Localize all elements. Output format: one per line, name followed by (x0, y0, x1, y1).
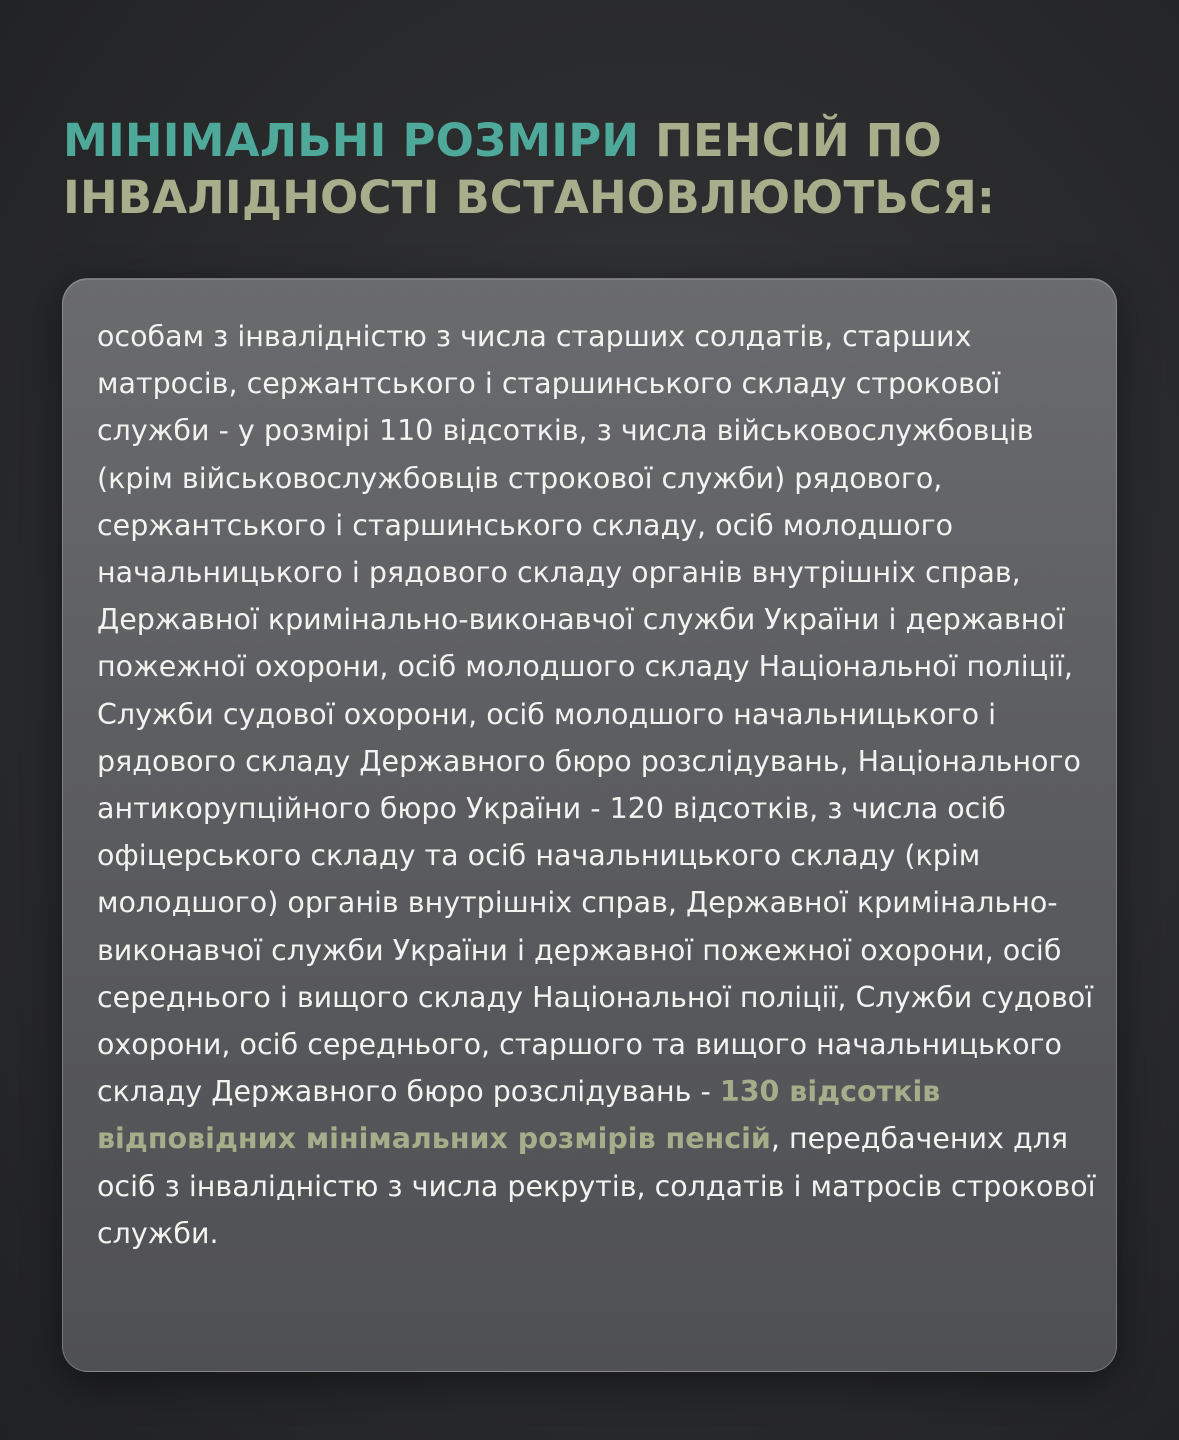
title-rest: ПЕНСІЙ ПО ІНВАЛІДНОСТІ ВСТАНОВЛЮЮТЬСЯ: (63, 114, 996, 224)
card-text-highlight: 130 відсотків відповідних мінімальних розмірів пенсій (97, 1075, 941, 1156)
title-accent: МІНІМАЛЬНІ РОЗМІРИ (63, 114, 640, 167)
card-text-tail: , передбачених для осіб з інвалідністю з числа рекрутів, солдатів і матросів строкової служби. (97, 1122, 1096, 1250)
page-title (63, 112, 1123, 226)
info-card (62, 278, 1117, 1372)
card-text (97, 313, 1096, 1257)
card-text-main: особам з інвалідністю з числа старших солдатів, старших матросів, сержантського і старшинського складу строкової служби - у розмірі 110 відсотків, з числа військовослужбовців (крім військовослужбовців строкової служби) рядового, сержантського і старшинського складу, осіб молодшого начальницького і рядового складу органів внутрішніх справ, Державної кримінально-виконавчої служби України і державної пожежної охорони, осіб молодшого складу Національної поліції, Служби судової охорони, осіб молодшого начальницького і рядового складу Державного бюро розслідувань, Національного антикорупційного бюро України - 120 відсотків, з числа осіб офіцерського складу та осіб начальницького складу (крім молодшого) органів внутрішніх справ, Державної кримінально-виконавчої служби України і державної пожежної охорони, осіб середнього і вищого складу Національної поліції, Служби судової охорони, осіб середнього, старшого та вищого начальницького складу Державного бюро розслідувань - (97, 320, 1094, 1109)
